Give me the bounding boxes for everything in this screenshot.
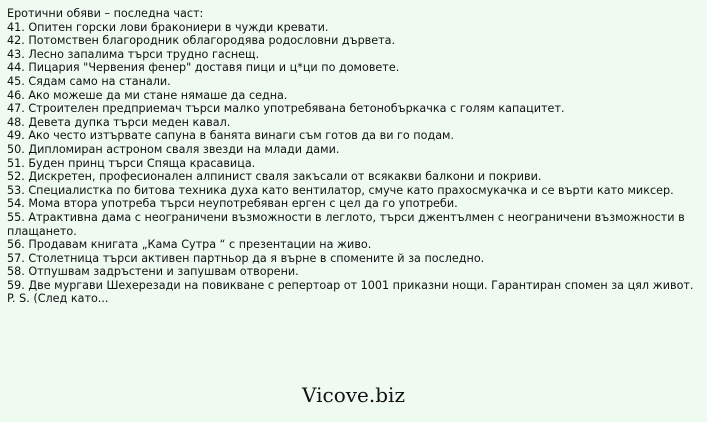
ad-item (7, 238, 700, 252)
ad-text: Ако можеше да ми стане нямаше да седна. (28, 88, 288, 102)
ad-number: 49. (7, 129, 25, 143)
ad-number: 43. (7, 47, 25, 61)
page-heading: Еротични обяви – последна част: (7, 7, 204, 20)
ad-number: 41. (7, 20, 25, 34)
ad-item (7, 89, 700, 103)
ad-number: 47. (7, 102, 25, 116)
ad-number: 46. (7, 88, 25, 102)
ad-item (7, 61, 700, 75)
ad-number: 48. (7, 115, 25, 129)
ad-text: Ако често изтървате сапуна в банята винаги съм готов да ви го подам. (28, 129, 455, 143)
ad-item (7, 211, 700, 238)
ad-item (7, 252, 700, 266)
ad-number: 57. (7, 251, 25, 265)
ad-text: Специалистка по битова техника духа като вентилатор, смуче като прахосмукачка и се върти като миксер. (28, 183, 674, 197)
ad-item (7, 157, 700, 171)
ad-number: 52. (7, 170, 25, 184)
ad-item (7, 143, 700, 157)
closing-line: P. S. (След като... (7, 292, 109, 306)
ad-text: Атрактивна дама с неограничени възможности в леглото, търси джентълмен с неограничени възможности в плащането. (7, 210, 685, 238)
ad-text: Пицария "Червения фенер" доставя пици и ц*ци по домовете. (28, 61, 400, 75)
ad-item (7, 21, 700, 35)
ad-item (7, 265, 700, 279)
ad-number: 55. (7, 210, 25, 224)
ad-item (7, 197, 700, 211)
ad-number: 54. (7, 197, 25, 211)
ad-number: 44. (7, 61, 25, 75)
ad-text: Отпушвам задръстени и запушвам отворени. (28, 265, 299, 279)
ad-item (7, 116, 700, 130)
ad-item (7, 48, 700, 62)
ad-text: Девета дупка търси меден кавал. (28, 115, 231, 129)
ad-text: Две мургави Шехерезади на повикване с репертоар от 1001 приказни нощи. Гарантиран спомен за цял живот. (28, 278, 694, 292)
ad-text: Строителен предприемач търси малко употребявана бетонобъркачка с голям капацитет. (28, 102, 565, 116)
ad-number: 59. (7, 278, 25, 292)
ad-number: 51. (7, 156, 25, 170)
ad-number: 53. (7, 183, 25, 197)
site-watermark: Vicove.biz (302, 383, 405, 407)
ad-text: Сядам само на станали. (28, 74, 171, 88)
ads-list (7, 21, 700, 293)
ad-item (7, 170, 700, 184)
ad-item (7, 34, 700, 48)
ad-text: Потомствен благородник облагородява родословни дървета. (28, 34, 396, 48)
ad-text: Буден принц търси Спяща красавица. (28, 156, 256, 170)
ad-text: Продавам книгата „Кама Сутра “ с презентации на живо. (28, 238, 372, 252)
ad-item (7, 279, 700, 293)
ad-text: Столетница търси активен партньор да я върне в спомените й за последно. (28, 251, 485, 265)
ad-item (7, 129, 700, 143)
ad-number: 42. (7, 34, 25, 48)
ad-item (7, 102, 700, 116)
ad-number: 58. (7, 265, 25, 279)
ad-number: 45. (7, 74, 25, 88)
ad-item (7, 184, 700, 198)
ad-number: 56. (7, 238, 25, 252)
ad-number: 50. (7, 142, 25, 156)
ad-text: Мома втора употреба търси неупотребяван ерген с цел да го употреби. (28, 197, 458, 211)
ad-text: Опитен горски лови бракониери в чужди кревати. (28, 20, 329, 34)
ad-text: Лесно запалима търси трудно гаснещ. (28, 47, 260, 61)
ad-text: Дипломиран астроном сваля звезди на млади дами. (28, 142, 340, 156)
ad-text: Дискретен, професионален алпинист сваля закъсали от всякакви балкони и покриви. (28, 170, 542, 184)
jokes-text-block (7, 7, 700, 306)
ad-item (7, 75, 700, 89)
